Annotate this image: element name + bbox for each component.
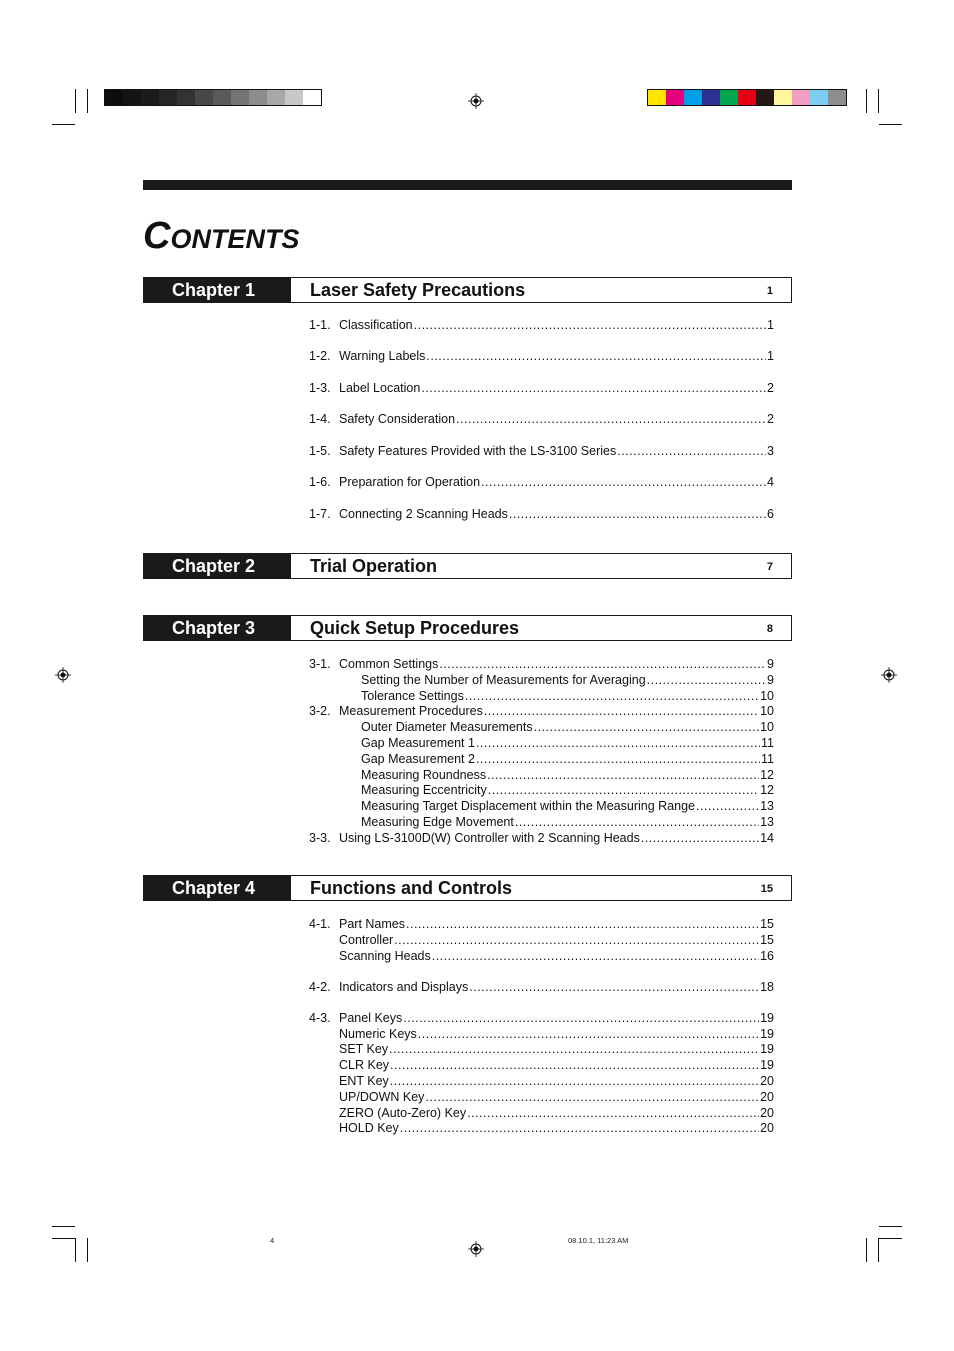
toc-entry-page: 20: [760, 1105, 774, 1120]
toc-leader-dots: [509, 507, 766, 523]
toc-entry-page: 19: [760, 1026, 774, 1041]
chapter-tag: Chapter 2: [143, 553, 290, 579]
color-swatch: [195, 90, 213, 105]
toc-entry-label: Common Settings: [339, 657, 439, 671]
color-swatch: [303, 90, 321, 105]
toc-leader-dots: [394, 933, 759, 949]
toc-entry-label: ZERO (Auto-Zero) Key: [339, 1105, 467, 1120]
toc-leader-dots: [481, 475, 766, 491]
toc-entry-page: 6: [767, 506, 774, 521]
toc-leader-dots: [426, 349, 766, 365]
toc-list-chapter-1: [309, 318, 774, 523]
toc-entry[interactable]: [309, 689, 774, 705]
color-swatch: [792, 90, 810, 105]
color-swatch: [702, 90, 720, 105]
toc-entry-number: 1-5.: [309, 443, 331, 458]
toc-entry-page: 12: [760, 767, 774, 782]
toc-entry-page: 14: [760, 830, 774, 845]
toc-entry-label: Measuring Eccentricity: [361, 783, 487, 798]
toc-entry[interactable]: [309, 1074, 774, 1090]
color-swatch: [738, 90, 756, 105]
color-swatch: [267, 90, 285, 105]
toc-entry-page: 11: [761, 735, 774, 750]
toc-entry[interactable]: [309, 752, 774, 768]
toc-leader-dots: [414, 318, 766, 334]
toc-entry[interactable]: [309, 507, 774, 523]
chapter-page: 8: [766, 623, 773, 635]
toc-leader-dots: [389, 1042, 759, 1058]
toc-entry-page: 1: [767, 349, 774, 364]
toc-entry[interactable]: [309, 704, 774, 720]
toc-leader-dots: [390, 1074, 759, 1090]
toc-entry[interactable]: [309, 980, 774, 996]
toc-entry-label: Connecting 2 Scanning Heads: [339, 506, 508, 521]
color-swatch: [231, 90, 249, 105]
chapter-title-box: [290, 875, 792, 901]
toc-entry-label: Safety Consideration: [339, 412, 456, 427]
chapter-tag: Chapter 3: [143, 615, 290, 641]
toc-entry-number: 3-2.: [309, 704, 331, 719]
toc-entry-label: Gap Measurement 2: [361, 751, 475, 766]
grayscale-color-bar: [104, 89, 322, 106]
chapter-title-box: [290, 615, 792, 641]
toc-entry-page: 4: [767, 475, 774, 490]
color-swatch: [648, 90, 666, 105]
toc-entry-page: 12: [760, 783, 774, 798]
toc-entry-label: Setting the Number of Measurements for Averaging: [361, 672, 646, 687]
toc-entry-number: 3-1.: [309, 657, 331, 671]
toc-entry-label: Safety Features Provided with the LS-3100 Series: [339, 443, 617, 458]
toc-entry[interactable]: [309, 799, 774, 815]
toc-entry[interactable]: [309, 444, 774, 460]
toc-entry[interactable]: [309, 1042, 774, 1058]
toc-entry-page: 19: [760, 1010, 774, 1025]
toc-entry[interactable]: [309, 475, 774, 491]
toc-entry-page: 1: [767, 318, 774, 332]
toc-entry-number: 3-3.: [309, 830, 331, 845]
color-swatch: [285, 90, 303, 105]
page-title: Contents: [143, 215, 300, 257]
toc-leader-dots: [515, 815, 759, 831]
toc-entry-label: Numeric Keys: [339, 1026, 417, 1041]
toc-leader-dots: [647, 673, 766, 689]
toc-entry[interactable]: [309, 1027, 774, 1043]
chapter-page: 15: [760, 883, 773, 895]
toc-entry-number: 1-7.: [309, 506, 331, 521]
toc-entry[interactable]: [309, 917, 774, 933]
chapter-title-box: [290, 277, 792, 303]
toc-entry[interactable]: [309, 736, 774, 752]
chapter-title: Laser Safety Precautions: [310, 280, 526, 300]
toc-leader-dots: [406, 917, 759, 933]
toc-leader-dots: [534, 720, 760, 736]
toc-entry[interactable]: [309, 673, 774, 689]
toc-list-chapter-3: [309, 657, 774, 847]
toc-entry[interactable]: [309, 1106, 774, 1122]
registration-mark-icon: [468, 93, 484, 109]
toc-entry-page: 19: [760, 1058, 774, 1073]
toc-entry-page: 18: [760, 979, 774, 994]
color-swatch: [159, 90, 177, 105]
toc-entry[interactable]: [309, 1011, 774, 1027]
toc-entry-label: Measurement Procedures: [339, 704, 483, 719]
toc-entry-label: Scanning Heads: [339, 948, 431, 963]
toc-entry-page: 3: [767, 443, 774, 458]
toc-entry[interactable]: [309, 1090, 774, 1106]
color-swatch: [666, 90, 684, 105]
chapter-tag: Chapter 1: [143, 277, 290, 303]
toc-entry-label: Using LS-3100D(W) Controller with 2 Scanning Heads: [339, 830, 640, 845]
toc-entry-label: Label Location: [339, 380, 421, 395]
toc-entry-label: Controller: [339, 932, 394, 947]
toc-entry[interactable]: [309, 783, 774, 799]
color-swatch: [141, 90, 159, 105]
toc-entry-number: 1-2.: [309, 349, 331, 364]
toc-entry-page: 9: [767, 657, 774, 671]
toc-entry-label: Gap Measurement 1: [361, 735, 475, 750]
color-swatch: [123, 90, 141, 105]
toc-leader-dots: [696, 799, 759, 815]
toc-leader-dots: [425, 1090, 759, 1106]
toc-leader-dots: [390, 1058, 759, 1074]
toc-leader-dots: [469, 980, 759, 996]
toc-entry-page: 11: [761, 751, 774, 766]
chapter-page: 1: [766, 285, 773, 297]
toc-leader-dots: [418, 1027, 759, 1043]
chapter-header[interactable]: [143, 615, 792, 641]
toc-entry[interactable]: [309, 831, 774, 847]
toc-entry[interactable]: [309, 933, 774, 949]
color-swatch: [177, 90, 195, 105]
toc-entry-label: HOLD Key: [339, 1121, 399, 1136]
toc-entry-page: 13: [760, 814, 774, 829]
process-color-bar: [647, 89, 847, 106]
toc-leader-dots: [467, 1106, 759, 1122]
chapter-header[interactable]: [143, 277, 792, 303]
color-swatch: [213, 90, 231, 105]
toc-entry[interactable]: [309, 720, 774, 736]
toc-entry-label: CLR Key: [339, 1058, 390, 1073]
toc-entry-label: Warning Labels: [339, 349, 426, 364]
toc-entry-number: 1-6.: [309, 475, 331, 490]
toc-entry-page: 2: [767, 380, 774, 395]
chapter-title: Trial Operation: [310, 556, 438, 576]
toc-entry[interactable]: [309, 815, 774, 831]
registration-mark-icon: [55, 667, 71, 683]
toc-entry-number: 4-3.: [309, 1010, 331, 1025]
chapter-title-box: [290, 553, 792, 579]
toc-entry-label: Measuring Edge Movement: [361, 814, 514, 829]
toc-entry[interactable]: [309, 381, 774, 397]
toc-entry-label: Measuring Roundness: [361, 767, 487, 782]
toc-entry[interactable]: [309, 657, 774, 673]
toc-entry[interactable]: [309, 1058, 774, 1074]
color-swatch: [756, 90, 774, 105]
toc-entry-label: UP/DOWN Key: [339, 1089, 425, 1104]
toc-entry-page: 15: [760, 917, 774, 931]
toc-entry-page: 10: [760, 720, 774, 735]
toc-entry-page: 20: [760, 1089, 774, 1104]
chapter-tag: Chapter 4: [143, 875, 290, 901]
toc-entry-page: 20: [760, 1073, 774, 1088]
color-swatch: [249, 90, 267, 105]
toc-entry-number: 4-2.: [309, 979, 331, 994]
toc-leader-dots: [617, 444, 766, 460]
color-swatch: [720, 90, 738, 105]
toc-entry-label: Measuring Target Displacement within the Measuring Range: [361, 799, 695, 814]
toc-entry-label: Tolerance Settings: [361, 688, 464, 703]
toc-leader-dots: [465, 689, 759, 705]
toc-entry-number: 4-1.: [309, 917, 331, 931]
toc-entry-label: SET Key: [339, 1042, 389, 1057]
toc-leader-dots: [487, 768, 759, 784]
toc-entry-page: 20: [760, 1121, 774, 1136]
toc-entry-label: Outer Diameter Measurements: [361, 720, 533, 735]
toc-entry-page: 19: [760, 1042, 774, 1057]
toc-leader-dots: [476, 736, 760, 752]
toc-entry-page: 10: [760, 704, 774, 719]
toc-list-chapter-4: [309, 917, 774, 1137]
toc-leader-dots: [432, 949, 759, 965]
registration-mark-icon: [468, 1241, 484, 1257]
toc-entry[interactable]: [309, 1121, 774, 1137]
toc-entry-page: 10: [760, 688, 774, 703]
color-swatch: [105, 90, 123, 105]
color-swatch: [828, 90, 846, 105]
toc-leader-dots: [403, 1011, 759, 1027]
toc-entry-label: Classification: [339, 318, 413, 332]
toc-entry-label: Panel Keys: [339, 1010, 403, 1025]
header-rule: [143, 180, 792, 190]
toc-entry[interactable]: [309, 768, 774, 784]
chapter-page: 7: [766, 561, 773, 573]
toc-entry-number: 1-4.: [309, 412, 331, 427]
toc-entry-label: Indicators and Displays: [339, 979, 469, 994]
toc-entry-number: 1-1.: [309, 318, 331, 332]
toc-leader-dots: [421, 381, 766, 397]
toc-entry-page: 15: [760, 932, 774, 947]
toc-entry[interactable]: [309, 949, 774, 965]
footer-timestamp: 08.10.1, 11:23 AM: [568, 1236, 629, 1245]
toc-entry[interactable]: [309, 412, 774, 428]
toc-leader-dots: [400, 1121, 759, 1137]
toc-entry-label: Part Names: [339, 917, 405, 931]
color-swatch: [684, 90, 702, 105]
toc-entry-page: 16: [760, 948, 774, 963]
toc-leader-dots: [456, 412, 766, 428]
toc-entry[interactable]: [309, 349, 774, 365]
toc-leader-dots: [641, 831, 759, 847]
toc-entry-page: 2: [767, 412, 774, 427]
toc-entry-label: Preparation for Operation: [339, 475, 481, 490]
toc-entry[interactable]: [309, 318, 774, 334]
chapter-header[interactable]: [143, 875, 792, 901]
footer-page-number: 4: [270, 1236, 275, 1245]
toc-leader-dots: [484, 704, 759, 720]
toc-entry-number: 1-3.: [309, 380, 331, 395]
color-swatch: [774, 90, 792, 105]
toc-leader-dots: [488, 783, 759, 799]
color-swatch: [810, 90, 828, 105]
toc-entry-label: ENT Key: [339, 1073, 389, 1088]
toc-entry-page: 13: [760, 799, 774, 814]
chapter-title: Functions and Controls: [310, 878, 512, 898]
chapter-title: Quick Setup Procedures: [310, 618, 520, 638]
chapter-header[interactable]: [143, 553, 792, 579]
registration-mark-icon: [881, 667, 897, 683]
toc-leader-dots: [476, 752, 760, 768]
toc-leader-dots: [439, 657, 766, 673]
toc-entry-page: 9: [767, 672, 774, 687]
